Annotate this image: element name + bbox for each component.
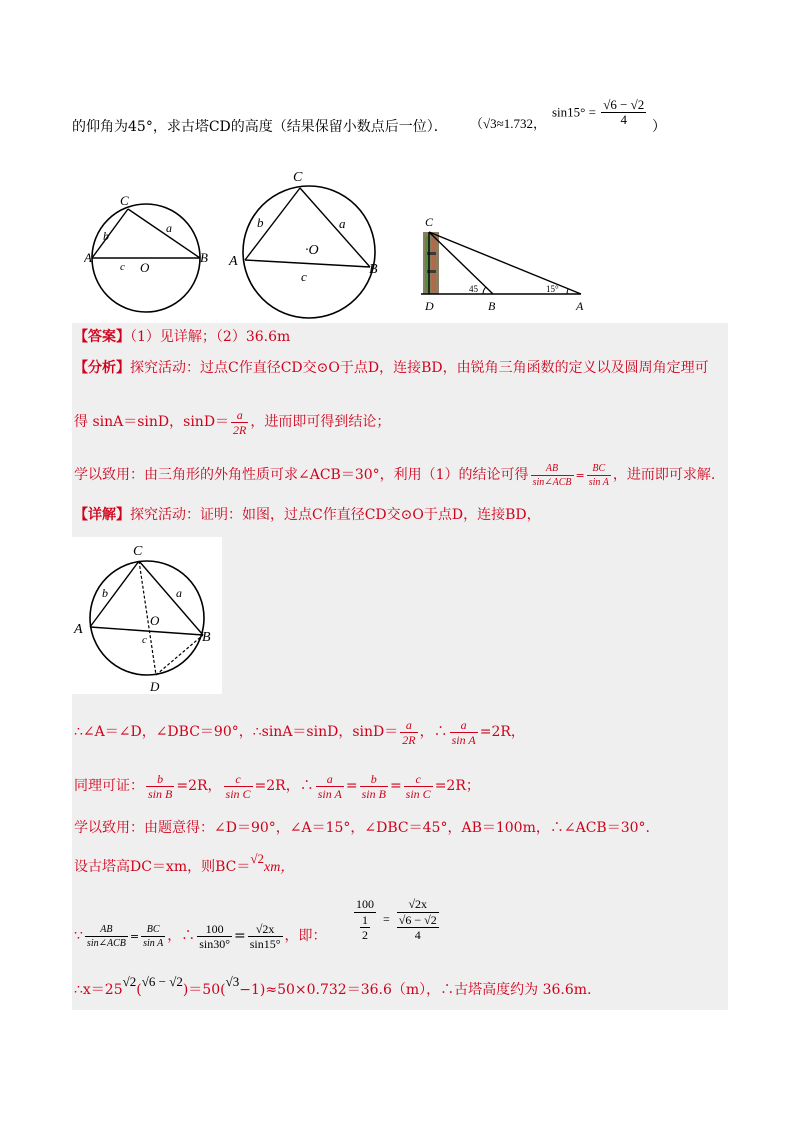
detail-text-2b: ，∴: [419, 724, 448, 740]
frac-num: 100: [197, 922, 232, 937]
sin15-denominator: 4: [620, 112, 627, 127]
sin15-formula: [552, 98, 648, 127]
fig3-label-B: B: [488, 299, 496, 313]
compound-right-den-den: 4: [414, 928, 421, 942]
detail-frac-a-sinA: [450, 718, 478, 747]
detail-frac-100-sin30: [197, 922, 232, 951]
detail-frac-sqrt2x-sin15: [248, 922, 283, 951]
frac-den: 2R: [233, 422, 247, 437]
hint-values: [470, 114, 546, 134]
intro-text: 的仰角为45°，求古塔CD的高度（结果保留小数点后一位）．: [72, 119, 448, 135]
fig2-label-b: b: [257, 215, 264, 230]
fig2-label-c: c: [301, 269, 307, 284]
frac-den: sin A: [451, 732, 476, 747]
detail-line-6: [74, 916, 327, 960]
compound-right-den: [397, 913, 439, 942]
frac-den: sin A: [588, 476, 609, 488]
frac-num: c: [224, 772, 253, 787]
fig4-label-A: A: [74, 622, 83, 637]
detail-text-5b: xm，: [264, 860, 295, 875]
fig3-arc-45: [483, 287, 486, 294]
detail-line-1: [74, 505, 541, 525]
compound-fraction: [354, 896, 439, 943]
analysis-frac-AB: [531, 462, 574, 489]
detail-text-2a: ∴∠A＝∠D，∠DBC＝90°，∴sinA＝sinD，sinD＝: [74, 724, 399, 740]
fig3-label-A: A: [576, 299, 584, 313]
fig4-side-a: [139, 561, 203, 635]
detail-7-sqrt3: √3: [225, 974, 240, 989]
compound-right-den-num: √6 − √2: [398, 913, 437, 927]
detail-eq-1: =: [345, 778, 358, 794]
compound-left-num: 100: [356, 897, 374, 911]
detail-text-7b: )＝50(: [182, 982, 226, 998]
compound-right: [397, 896, 439, 943]
fig2-label-B: B: [369, 262, 378, 277]
detail-frac-b-sinB: [146, 772, 174, 801]
analysis-frac-BC: [587, 462, 611, 489]
fig4-label-B: B: [202, 630, 211, 645]
detail-line-7: [74, 974, 592, 1000]
fig1-label-b: b: [103, 229, 109, 243]
frac-num: a: [231, 408, 248, 423]
analysis-text-2a: 得 sinA＝sinD，sinD＝: [74, 414, 230, 430]
sin15-fraction: [601, 98, 646, 127]
detail-line-2: [74, 712, 525, 756]
fig4-label-O: O: [150, 613, 160, 628]
fig1-label-B: B: [200, 250, 208, 265]
frac-num: AB: [85, 923, 128, 937]
fig1-label-c: c: [120, 261, 125, 273]
frac-den: sin15°: [249, 936, 281, 951]
detail-frac-c-sinC-2: [404, 772, 433, 801]
frac-num: AB: [531, 462, 574, 476]
hint-open: （: [470, 116, 484, 131]
detail-frac-BC-sinA: [141, 923, 165, 950]
frac-den: sin∠ACB: [86, 937, 126, 949]
detail-line-3: [74, 766, 480, 810]
detail-text-5a: 设古塔高DC＝xm，则BC＝: [74, 859, 251, 875]
frac-den: 2R: [402, 732, 416, 747]
fig2-side-b: [245, 188, 300, 260]
frac-den: sin A: [317, 786, 342, 801]
figure-1-circle: [84, 185, 214, 315]
frac-num: a: [400, 718, 417, 733]
detail-frac-a-sinA-2: [316, 772, 344, 801]
detail-text-3d: =2R；: [434, 778, 480, 794]
fig4-line-BD: [156, 635, 203, 675]
fig1-label-a: a: [166, 221, 172, 235]
compound-left: [354, 896, 376, 943]
hint-comma: ，: [533, 116, 547, 131]
fig4-label-b: b: [102, 586, 108, 600]
compound-right-num: √2x: [397, 896, 439, 913]
detail-7-sqrt2: √2: [122, 974, 137, 989]
half-den: 2: [362, 928, 368, 942]
frac-num: BC: [141, 923, 165, 937]
analysis-text-1: 探究活动：过点C作直径CD交⊙O于点D，连接BD，由锐角三角函数的定义以及圆周角定理可: [130, 360, 709, 376]
detail-7-paren: (: [136, 982, 142, 998]
detail-frac-c-sinC: [224, 772, 253, 801]
problem-intro: [72, 117, 448, 137]
detail-text-2c: =2R，: [479, 724, 525, 740]
figure-3-tower: [415, 212, 590, 314]
analysis-eq: =: [575, 469, 585, 482]
detail-frac-a-2R: [400, 718, 417, 747]
detail-text-3c: =2R，∴: [254, 778, 314, 794]
frac-den: sin∠ACB: [532, 476, 572, 488]
detail-tag: 【详解】: [74, 507, 130, 523]
detail-7-sqrt6-minus-sqrt2: √6 − √2: [141, 974, 183, 989]
fig3-label-C: C: [425, 215, 434, 229]
frac-den: sin B: [361, 786, 386, 801]
frac-den: sin30°: [199, 936, 230, 951]
fig1-label-C: C: [120, 193, 129, 208]
detail-line-4: 学以致用：由题意得：∠D＝90°，∠A＝15°，∠DBC＝45°，AB＝100m，∴∠ACB＝30°.: [74, 820, 650, 836]
detail-eq-6b: =: [234, 928, 246, 944]
fig1-label-O: O: [140, 260, 150, 275]
detail-sqrt2: √2: [250, 851, 265, 866]
detail-eq-2: =: [389, 778, 402, 794]
frac-num: a: [316, 772, 344, 787]
detail-eq-6a: =: [129, 930, 140, 943]
fig4-label-a: a: [176, 586, 182, 600]
detail-text-7a: ∴x＝25: [74, 982, 123, 998]
fig1-side-a: [128, 209, 200, 258]
detail-ie: ，即：: [284, 928, 327, 944]
fig2-label-C: C: [293, 170, 303, 185]
hint-close: ）: [652, 119, 666, 135]
fig2-label-O: ·O: [305, 243, 319, 258]
sin15-numerator: √6 − √2: [603, 97, 645, 112]
frac-den: sin B: [148, 786, 173, 801]
analysis-text-3b: ，进而即可求解.: [612, 467, 716, 483]
analysis-text-2b: ，进而即可得到结论；: [250, 414, 391, 430]
compound-left-den: [360, 913, 370, 942]
detail-text-1: 探究活动：证明：如图，过点C作直径CD交⊙O于点D，连接BD，: [130, 507, 541, 523]
detail-line-5: [74, 851, 295, 878]
tower-shade-2: [432, 238, 436, 292]
fig3-angle-15: 15°: [546, 284, 559, 294]
compound-eq: =: [383, 912, 390, 926]
frac-den: sin C: [405, 786, 431, 801]
analysis-frac-a-2R: [231, 408, 248, 437]
analysis-tag: 【分析】: [74, 360, 130, 376]
answer-line: [74, 327, 290, 347]
fig2-side-c: [245, 260, 370, 267]
fig1-label-A: A: [84, 250, 92, 265]
fig3-label-D: D: [425, 299, 434, 313]
fig3-angle-45: 45: [469, 284, 478, 294]
frac-den: sin A: [143, 937, 164, 949]
frac-num: BC: [587, 462, 611, 476]
answer-tag: 【答案】: [74, 329, 130, 345]
analysis-line-2: [74, 402, 390, 446]
fig4-label-C: C: [133, 544, 143, 559]
because-symbol: ∵: [74, 928, 83, 944]
figure-4-circle: [72, 537, 222, 694]
frac-num: b: [360, 772, 388, 787]
answer-text: （1）见详解；（2）36.6m: [130, 329, 291, 345]
frac-num: c: [404, 772, 433, 787]
fig4-label-D: D: [150, 679, 160, 694]
fig4-label-c: c: [142, 634, 147, 646]
detail-frac-AB-sinACB: [85, 923, 128, 950]
fig2-label-a: a: [339, 216, 346, 231]
half-num: 1: [362, 913, 368, 927]
detail-text-3a: 同理可证：: [74, 778, 144, 794]
fig2-label-A: A: [229, 254, 238, 269]
analysis-line-3: [74, 455, 715, 499]
figure-2-circle: [225, 165, 395, 320]
sqrt3-approx: √3≈1.732: [483, 116, 534, 131]
detail-text-7c: −1)≈50×0.732＝36.6（m），∴古塔高度约为 36.6m.: [239, 982, 592, 998]
detail-frac-b-sinB-2: [360, 772, 388, 801]
detail-text-3b: =2R，: [176, 778, 222, 794]
frac-den: sin C: [225, 786, 251, 801]
frac-num: a: [450, 718, 478, 733]
therefore-symbol: ，∴: [167, 928, 196, 944]
frac-num: √2x: [248, 922, 283, 937]
analysis-line-1: [74, 358, 709, 378]
analysis-text-3a: 学以致用：由三角形的外角性质可求∠ACB＝30°，利用（1）的结论可得: [74, 467, 529, 483]
sin15-lhs: sin15° =: [552, 104, 596, 120]
frac-num: b: [146, 772, 174, 787]
